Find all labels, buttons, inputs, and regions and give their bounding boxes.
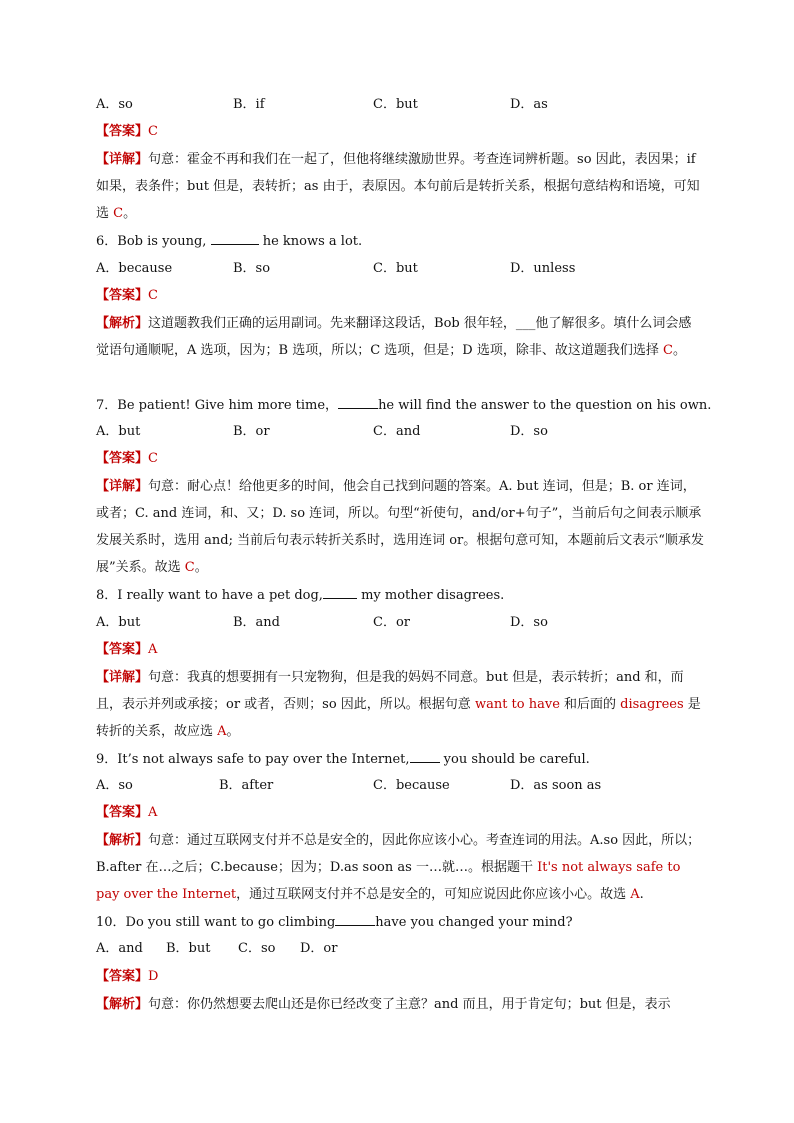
- explanation-phrase: It's not always safe to pay over the Internet: [96, 860, 681, 902]
- explanation-text: ，通过互联网支付并不总是安全的，可知应说因此你应该小心。故选: [236, 887, 631, 902]
- q10-option-c: C．so: [238, 941, 276, 956]
- q8-stem: [96, 586, 504, 605]
- q8-option-a: A．but: [96, 615, 141, 630]
- answer-tag: 【答案】: [96, 288, 149, 303]
- q9-stem: [96, 750, 590, 769]
- q7-stem: [96, 396, 711, 415]
- answer-blank: [323, 586, 357, 599]
- q6-explanation: [96, 310, 704, 364]
- stem-text: my mother disagrees.: [356, 588, 505, 603]
- answer-letter: C: [148, 124, 158, 139]
- q6-option-d: D．unless: [510, 261, 576, 276]
- q10-option-b: B．but: [166, 941, 211, 956]
- answer-letter: A: [148, 642, 158, 657]
- explanation-text: 和后面的: [559, 697, 621, 712]
- explanation-end: 。: [194, 560, 208, 575]
- detail-tag: 【详解】: [96, 479, 149, 494]
- q7-option-d: D．so: [510, 424, 548, 439]
- answer-tag: 【答案】: [96, 805, 149, 820]
- answer-blank: [211, 232, 259, 245]
- q5-option-d: D．as: [510, 97, 548, 112]
- explanation-text: 句意：我真的想要拥有一只宠物狗，但是我的妈妈不同意。but 但是，表示转折；and 和，而且，表示并列或承接；or 或者，否则；so 因此，所以。根据句意: [96, 670, 684, 712]
- q5-option-c: C．but: [373, 97, 418, 112]
- q5-option-b: B．if: [233, 97, 265, 112]
- answer-blank: [410, 750, 440, 763]
- explanation-text: 句意：霍金不再和我们在一起了，但他将继续激励世界。考查连词辨析题。so 因此，表因果；if 如果，表条件；but 但是，表转折；as 由于，表原因。本句前后是转折关系，根据句意结构和语境，可知选: [96, 152, 700, 221]
- stem-text: 6．Bob is young,: [96, 234, 211, 249]
- q9-option-b: B．after: [219, 778, 274, 793]
- q9-option-a: A．so: [96, 778, 133, 793]
- explanation-choice: A: [217, 724, 227, 739]
- explanation-choice: C: [662, 343, 673, 358]
- q7-option-b: B．or: [233, 424, 270, 439]
- q6-option-b: B．so: [233, 261, 271, 276]
- explanation-text: 句意：通过互联网支付并不总是安全的，因此你应该小心。考查连词的用法。A.so 因此，所以；B.after 在…之后；C.because；因为；D.as soon as 一…就…。根据题干: [96, 833, 701, 875]
- explanation-text: 是转折的关系，故应选: [96, 697, 701, 739]
- explanation-text: 句意：你仍然想要去爬山还是你已经改变了主意？and 而且，用于肯定句；but 但是，表示: [148, 997, 671, 1012]
- q5-answer: [96, 123, 158, 141]
- explanation-phrase: want to have: [474, 697, 560, 712]
- answer-blank: [338, 396, 378, 409]
- answer-tag: 【答案】: [96, 451, 149, 466]
- explanation-end: 。: [123, 206, 137, 221]
- stem-text: 10．Do you still want to go climbing: [96, 915, 336, 930]
- explanation-end: 。: [672, 343, 686, 358]
- q8-option-d: D．so: [510, 615, 548, 630]
- q9-option-d: D．as soon as: [510, 778, 602, 793]
- q6-option-a: A．because: [96, 261, 173, 276]
- answer-blank: [335, 913, 375, 926]
- q7-explanation: [96, 473, 704, 581]
- stem-text: he will find the answer to the question on his own.: [378, 398, 712, 413]
- answer-tag: 【答案】: [96, 642, 149, 657]
- q9-answer: [96, 804, 157, 822]
- q9-explanation: [96, 827, 704, 908]
- q6-answer: [96, 287, 158, 305]
- q6-stem: [96, 232, 362, 251]
- q10-option-d: D．or: [300, 941, 338, 956]
- detail-tag: 【详解】: [96, 152, 149, 167]
- q10-explanation: [96, 991, 704, 1018]
- q8-option-c: C．or: [373, 615, 410, 630]
- stem-text: 9．It’s not always safe to pay over the Internet,: [96, 752, 410, 767]
- stem-text: 7．Be patient! Give him more time，: [96, 398, 339, 413]
- q10-stem: [96, 913, 573, 932]
- answer-tag: 【答案】: [96, 124, 149, 139]
- explanation-choice: C: [113, 206, 124, 221]
- stem-text: you should be careful.: [439, 752, 590, 767]
- answer-letter: D: [148, 969, 159, 984]
- q7-option-a: A．but: [96, 424, 141, 439]
- q5-option-a: A．so: [96, 97, 133, 112]
- explanation-text: 句意：耐心点！给他更多的时间，他会自己找到问题的答案。A. but 连词，但是；B. or 连词，或者；C. and 连词，和、又；D. so 连词，所以。句型“祈使句，and/or+句子”，当前后句之间表示顺承发展关系时，选用 and; 当前后句表示转折关系时，选用连词 or。根据句意可知，本题前后文表示“顺承发展”关系。故选: [96, 479, 704, 575]
- answer-tag: 【答案】: [96, 969, 149, 984]
- explanation-choice: C: [184, 560, 195, 575]
- explanation-end: .: [639, 887, 644, 902]
- q8-option-b: B．and: [233, 615, 280, 630]
- q10-option-a: A．and: [96, 941, 143, 956]
- stem-text: 8．I really want to have a pet dog,: [96, 588, 323, 603]
- q8-answer: [96, 641, 157, 659]
- answer-letter: C: [148, 288, 158, 303]
- stem-text: he knows a lot.: [258, 234, 363, 249]
- answer-letter: C: [148, 451, 158, 466]
- detail-tag: 【详解】: [96, 670, 149, 685]
- detail-tag: 【解析】: [96, 316, 149, 331]
- stem-text: have you changed your mind?: [375, 915, 573, 930]
- explanation-choice: A: [630, 887, 640, 902]
- explanation-phrase: disagrees: [620, 697, 684, 712]
- q6-option-c: C．but: [373, 261, 418, 276]
- detail-tag: 【解析】: [96, 997, 149, 1012]
- detail-tag: 【解析】: [96, 833, 149, 848]
- answer-letter: A: [148, 805, 158, 820]
- q5-explanation: [96, 146, 704, 227]
- explanation-text: 这道题教我们正确的运用副词。先来翻译这段话，Bob 很年轻，___他了解很多。填什么词会感觉语句通顺呢，A 选项，因为；B 选项，所以；C 选项，但是；D 选项，除非、故这道题我们选择: [96, 316, 692, 358]
- q8-explanation: [96, 664, 704, 745]
- explanation-end: 。: [226, 724, 240, 739]
- q9-option-c: C．because: [373, 778, 450, 793]
- q10-answer: [96, 968, 158, 986]
- q7-answer: [96, 450, 158, 468]
- q7-option-c: C．and: [373, 424, 421, 439]
